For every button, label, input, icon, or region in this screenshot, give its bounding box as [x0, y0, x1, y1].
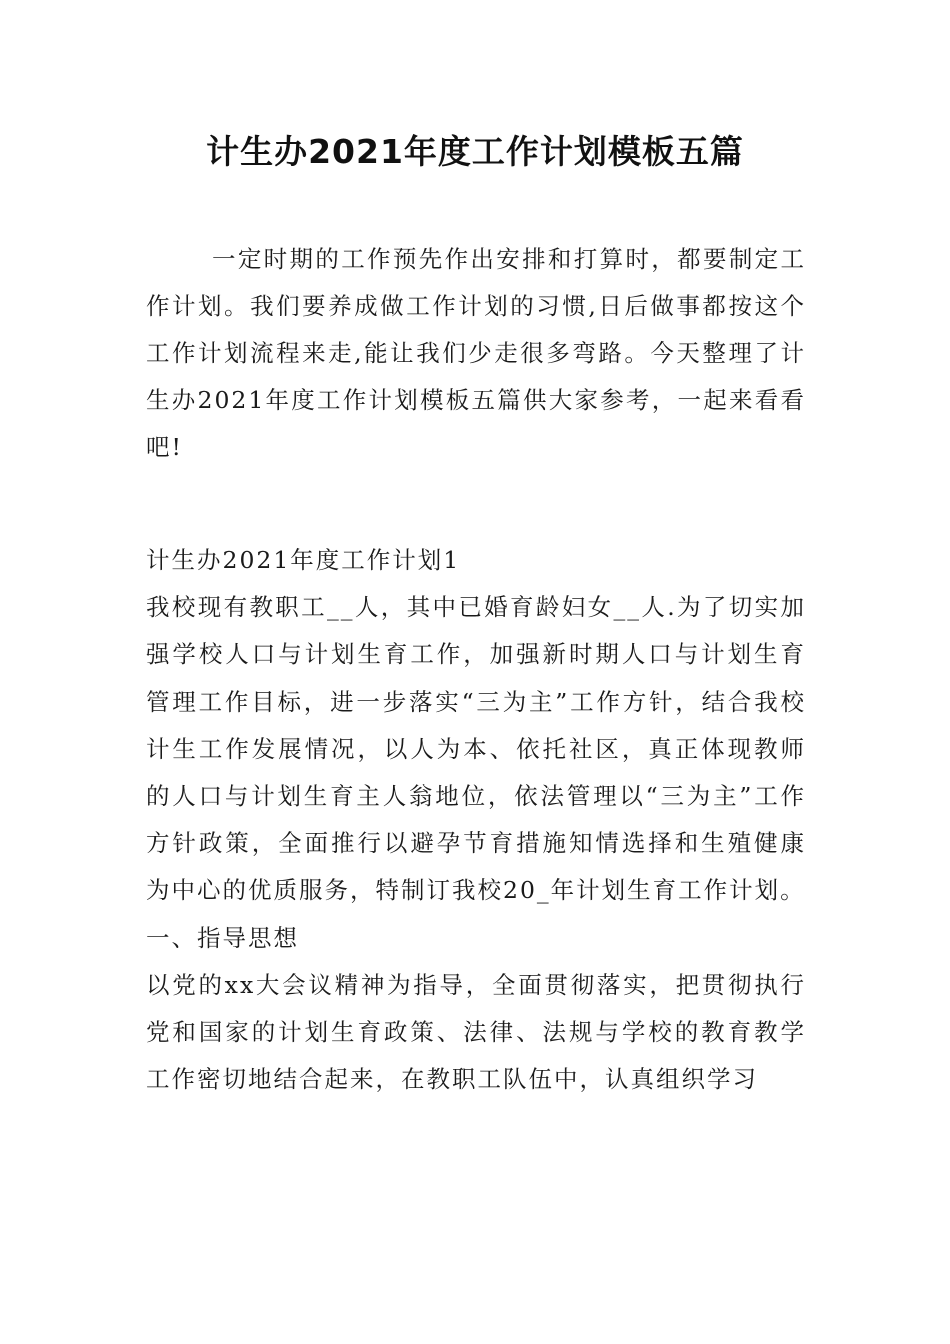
subheading: 一、指导思想	[146, 923, 299, 952]
section-heading: 计生办2021年度工作计划1	[146, 546, 461, 574]
body-paragraph: 以党的xx大会议精神为指导，全面贯彻落实，把贯彻执行党和国家的计划生育政策、法律、法规与学校的教育教学工作密切地结合起来，在教职工队伍中，认真组织学习	[146, 970, 806, 1094]
body-paragraph: 我校现有教职工__人，其中已婚育龄妇女__人.为了切实加强学校人口与计划生育工作，加强新时期人口与计划生育管理工作目标，进一步落实“三为主”工作方针，结合我校计生工作发展情况，以人为本、依托社区，真正体现教师的人口与计划生育主人翁地位，依法管理以“三为主”工作方针政策，全面推行以避孕节育措施知情选择和生殖健康为中心的优质服务，特制订我校20_年计划生育工作计划。	[146, 593, 806, 905]
document-title: 计生办2021年度工作计划模板五篇	[206, 132, 744, 171]
body-content	[146, 537, 806, 1103]
intro-paragraph: 一定时期的工作预先作出安排和打算时，都要制定工作计划。我们要养成做工作计划的习惯,日后做事都按这个工作计划流程来走,能让我们少走很多弯路。今天整理了计生办2021年度工作计划模板五篇供大家参考，一起来看看吧!	[146, 245, 806, 461]
